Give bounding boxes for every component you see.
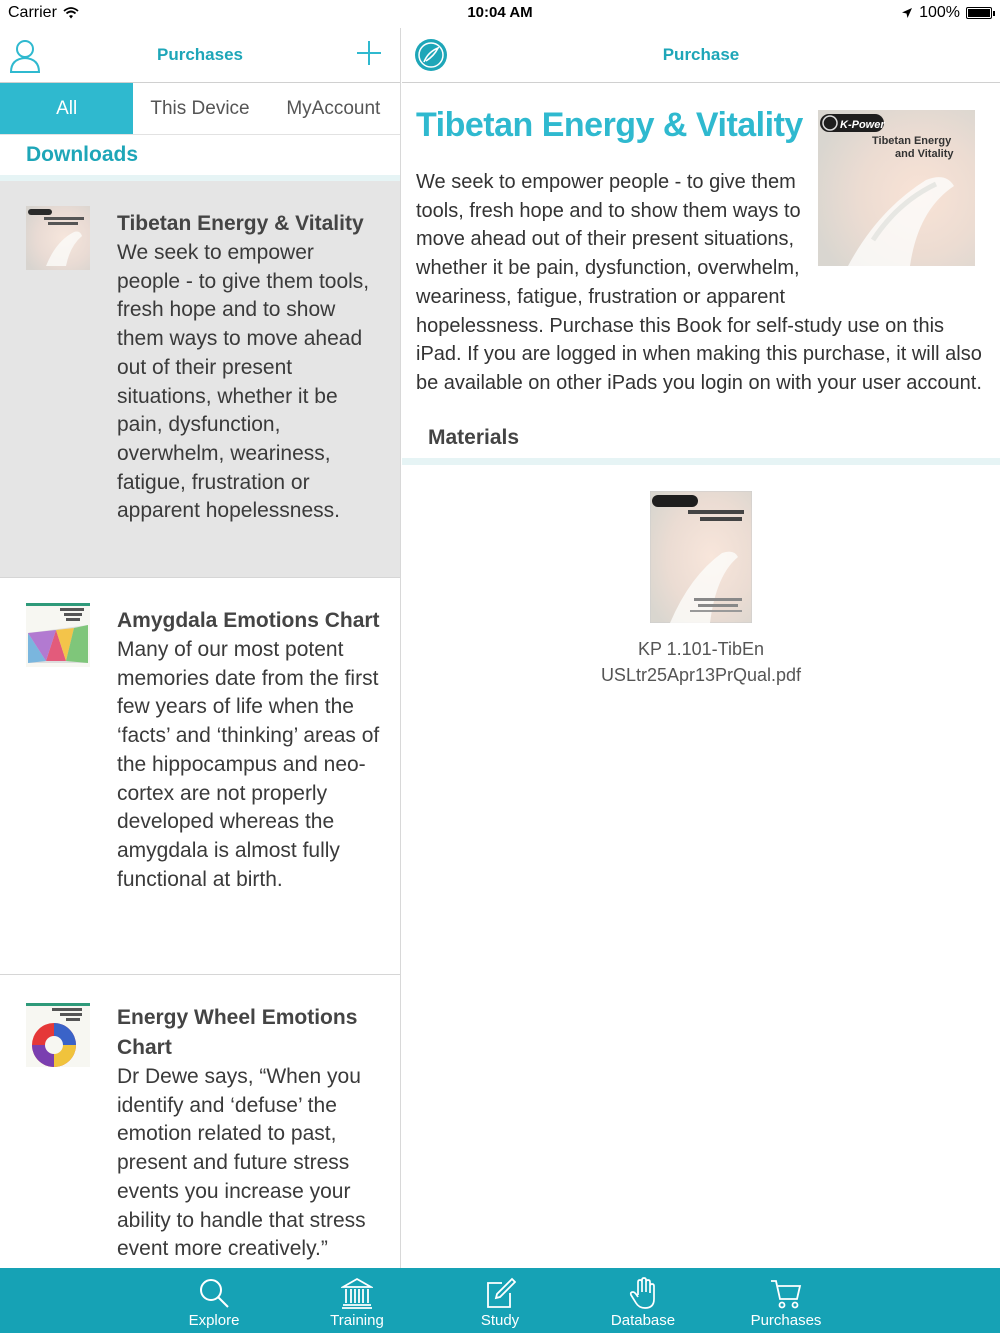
materials-header: Materials	[428, 426, 520, 449]
purchase-detail-panel	[402, 28, 1000, 1268]
tab-database[interactable]	[572, 1268, 715, 1333]
hand-icon	[627, 1277, 659, 1309]
item-description: We seek to empower people - to give them tools, fresh hope and to show them ways to move ahead out of their present situations, whether it be pain, dysfunction, overwhelm, weariness, fatigue, frustration or apparent hopelessness.	[117, 241, 370, 523]
chart-thumbnail	[26, 1003, 90, 1067]
purchases-panel	[0, 28, 401, 1268]
tab-label: Explore	[188, 1312, 240, 1329]
item-title: Amygdala Emotions Chart	[117, 609, 380, 632]
tab-label: Purchases	[750, 1312, 822, 1329]
book-cover-thumbnail	[26, 206, 90, 270]
pdf-document-thumbnail[interactable]	[650, 491, 752, 623]
tab-training[interactable]	[286, 1268, 429, 1333]
location-arrow-icon	[901, 7, 913, 19]
material-filename-line1: KP 1.101-TibEn	[637, 639, 765, 659]
svg-text:and Vitality: and Vitality	[895, 148, 954, 160]
add-icon[interactable]	[356, 40, 382, 66]
material-filename-line2: USLtr25Apr13PrQual.pdf	[600, 665, 802, 685]
section-divider	[402, 458, 1000, 465]
cover-brand: K-Power	[840, 119, 885, 131]
item-description: Many of our most potent memories date from the first few years of life when the ‘facts’ and ‘thinking’ areas of the hippocampus and neo-cortex are not properly developed whereas the amygdala is almost fully functional at birth.	[117, 638, 380, 891]
carrier-label: Carrier	[8, 4, 57, 21]
purchases-navbar	[0, 28, 400, 83]
clock: 10:04 AM	[467, 4, 533, 21]
item-title: Tibetan Energy & Vitality	[117, 212, 364, 235]
chart-thumbnail	[26, 603, 90, 667]
segment-myaccount[interactable]: MyAccount	[286, 97, 381, 119]
purchase-list-item[interactable]	[0, 181, 400, 578]
svg-text:Tibetan Energy: Tibetan Energy	[872, 135, 952, 147]
institution-icon	[341, 1277, 373, 1309]
segment-all[interactable]: All	[0, 83, 133, 134]
filter-segmented-control	[0, 83, 400, 135]
tab-label: Training	[330, 1312, 384, 1329]
tab-label: Database	[610, 1312, 676, 1329]
tab-label: Study	[480, 1312, 520, 1329]
page-title: Purchase	[662, 45, 740, 64]
product-description-text: We seek to empower people - to give them tools, fresh hope and to show them ways to move ahead out of their present situations, whether it be pain, dysfunction, overwhelm, weariness, fatigue, frustration or apparent hopelessness. Purchase this Book for self-study use on this iPad. If you are logged in when making this purchase, it will also be available on other iPads you login on with your user account.	[416, 171, 982, 394]
tab-purchases[interactable]	[715, 1268, 858, 1333]
tab-study[interactable]	[429, 1268, 572, 1333]
cart-icon	[770, 1277, 802, 1309]
purchase-navbar	[402, 28, 1000, 83]
product-description	[416, 168, 986, 398]
purchase-list-item[interactable]	[0, 578, 400, 975]
search-icon	[198, 1277, 230, 1309]
tab-bar	[0, 1268, 1000, 1333]
battery-percent: 100%	[919, 4, 960, 21]
edit-icon	[484, 1277, 516, 1309]
item-description: Dr Dewe says, “When you identify and ‘defuse’ the emotion related to past, present and future stress events you increase your ability to handle that stress event more creatively.”	[117, 1065, 366, 1261]
product-title: Tibetan Energy & Vitality	[416, 106, 803, 144]
battery-icon	[966, 7, 992, 19]
tab-explore[interactable]	[143, 1268, 286, 1333]
section-header-downloads: Downloads	[26, 143, 139, 166]
purchase-list-item[interactable]	[0, 975, 400, 1268]
item-title: Energy Wheel Emotions Chart	[117, 1006, 358, 1059]
page-title: Purchases	[157, 45, 243, 64]
segment-this-device[interactable]: This Device	[150, 97, 250, 119]
material-filename[interactable]	[551, 636, 851, 688]
status-bar	[0, 0, 1000, 28]
